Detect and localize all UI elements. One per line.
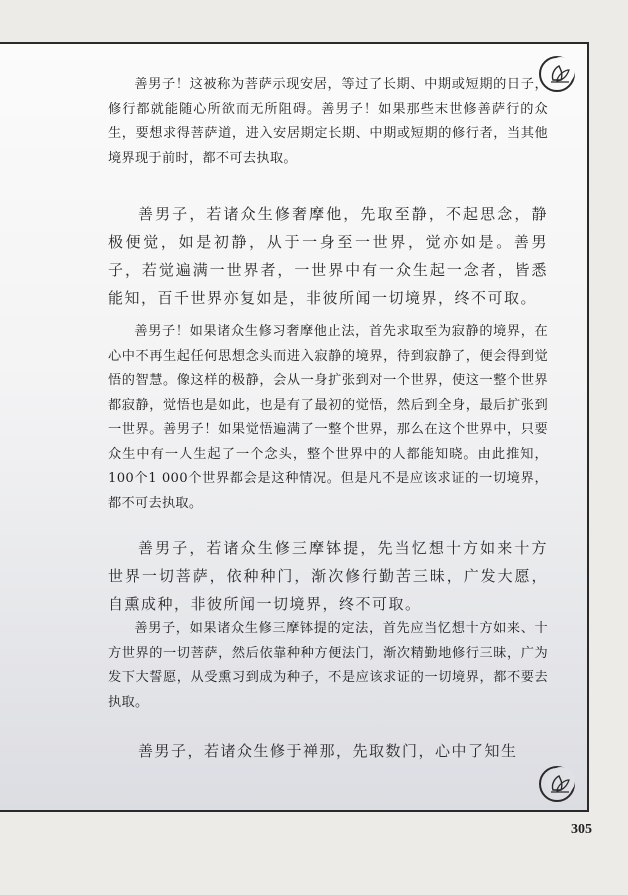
paragraph-translation-2: 善男子！如果诸众生修习奢摩他止法，首先求取至为寂静的境界，在心中不再生起任何思想念头而进入寂静的境界，待到寂静了，便会得到觉悟的智慧。像这样的极静，会从一身扩张到对一个世界，使这一整个世界都寂静，觉悟也是如此，也是有了最初的觉悟，然后到全身，最后扩张到一世界。善男子！如果觉悟遍满了一整个世界，那么在这个世界中，只要众生中有一人生起了一个念头，整个世界中的人都能知晓。由此推知，100个1 000个世界都会是这种情况。但是凡不是应该求证的一切境界，都不可去执取。 — [108, 324, 548, 511]
paragraph-translation-1: 善男子！这被称为菩萨示现安居，等过了长期、中期或短期的日子，修行都就能随心所欲而无所阻碍。善男子！如果那些末世修善萨行的众生，要想求得菩萨道，进入安居期定长期、中期或短期的修行者，当其他境界现于前时，都不可去执取。 — [108, 77, 548, 166]
lotus-crescent-icon — [537, 764, 577, 804]
paragraph-translation-3: 善男子，如果诸众生修三摩钵提的定法，首先应当忆想十方如来、十方世界的一切菩萨，然后依靠种种方便法门，渐次精勤地修行三昧，广为发下大誓愿，从受熏习到成为种子，不是应该求证的一切境界，都不要去执取。 — [108, 621, 548, 710]
paragraph-scripture-2: 善男子，若诸众生修三摩钵提，先当忆想十方如来十方世界一切菩萨，依种种门，渐次修行勤苦三昧，广发大愿，自熏成种，非彼所闻一切境界，终不可取。 — [108, 539, 548, 613]
paragraph-scripture-1: 善男子，若诸众生修奢摩他，先取至静，不起思念，静极便觉，如是初静，从于一身至一世界，觉亦如是。善男子，若觉遍满一世界者，一世界中有一众生起一念者，皆悉能知，百千世界亦复如是，非彼所闻一切境界，终不可取。 — [108, 205, 548, 307]
paragraph-scripture-3: 善男子，若诸众生修于禅那，先取数门，心中了知生 — [138, 742, 518, 760]
page-number: 305 — [571, 822, 592, 837]
